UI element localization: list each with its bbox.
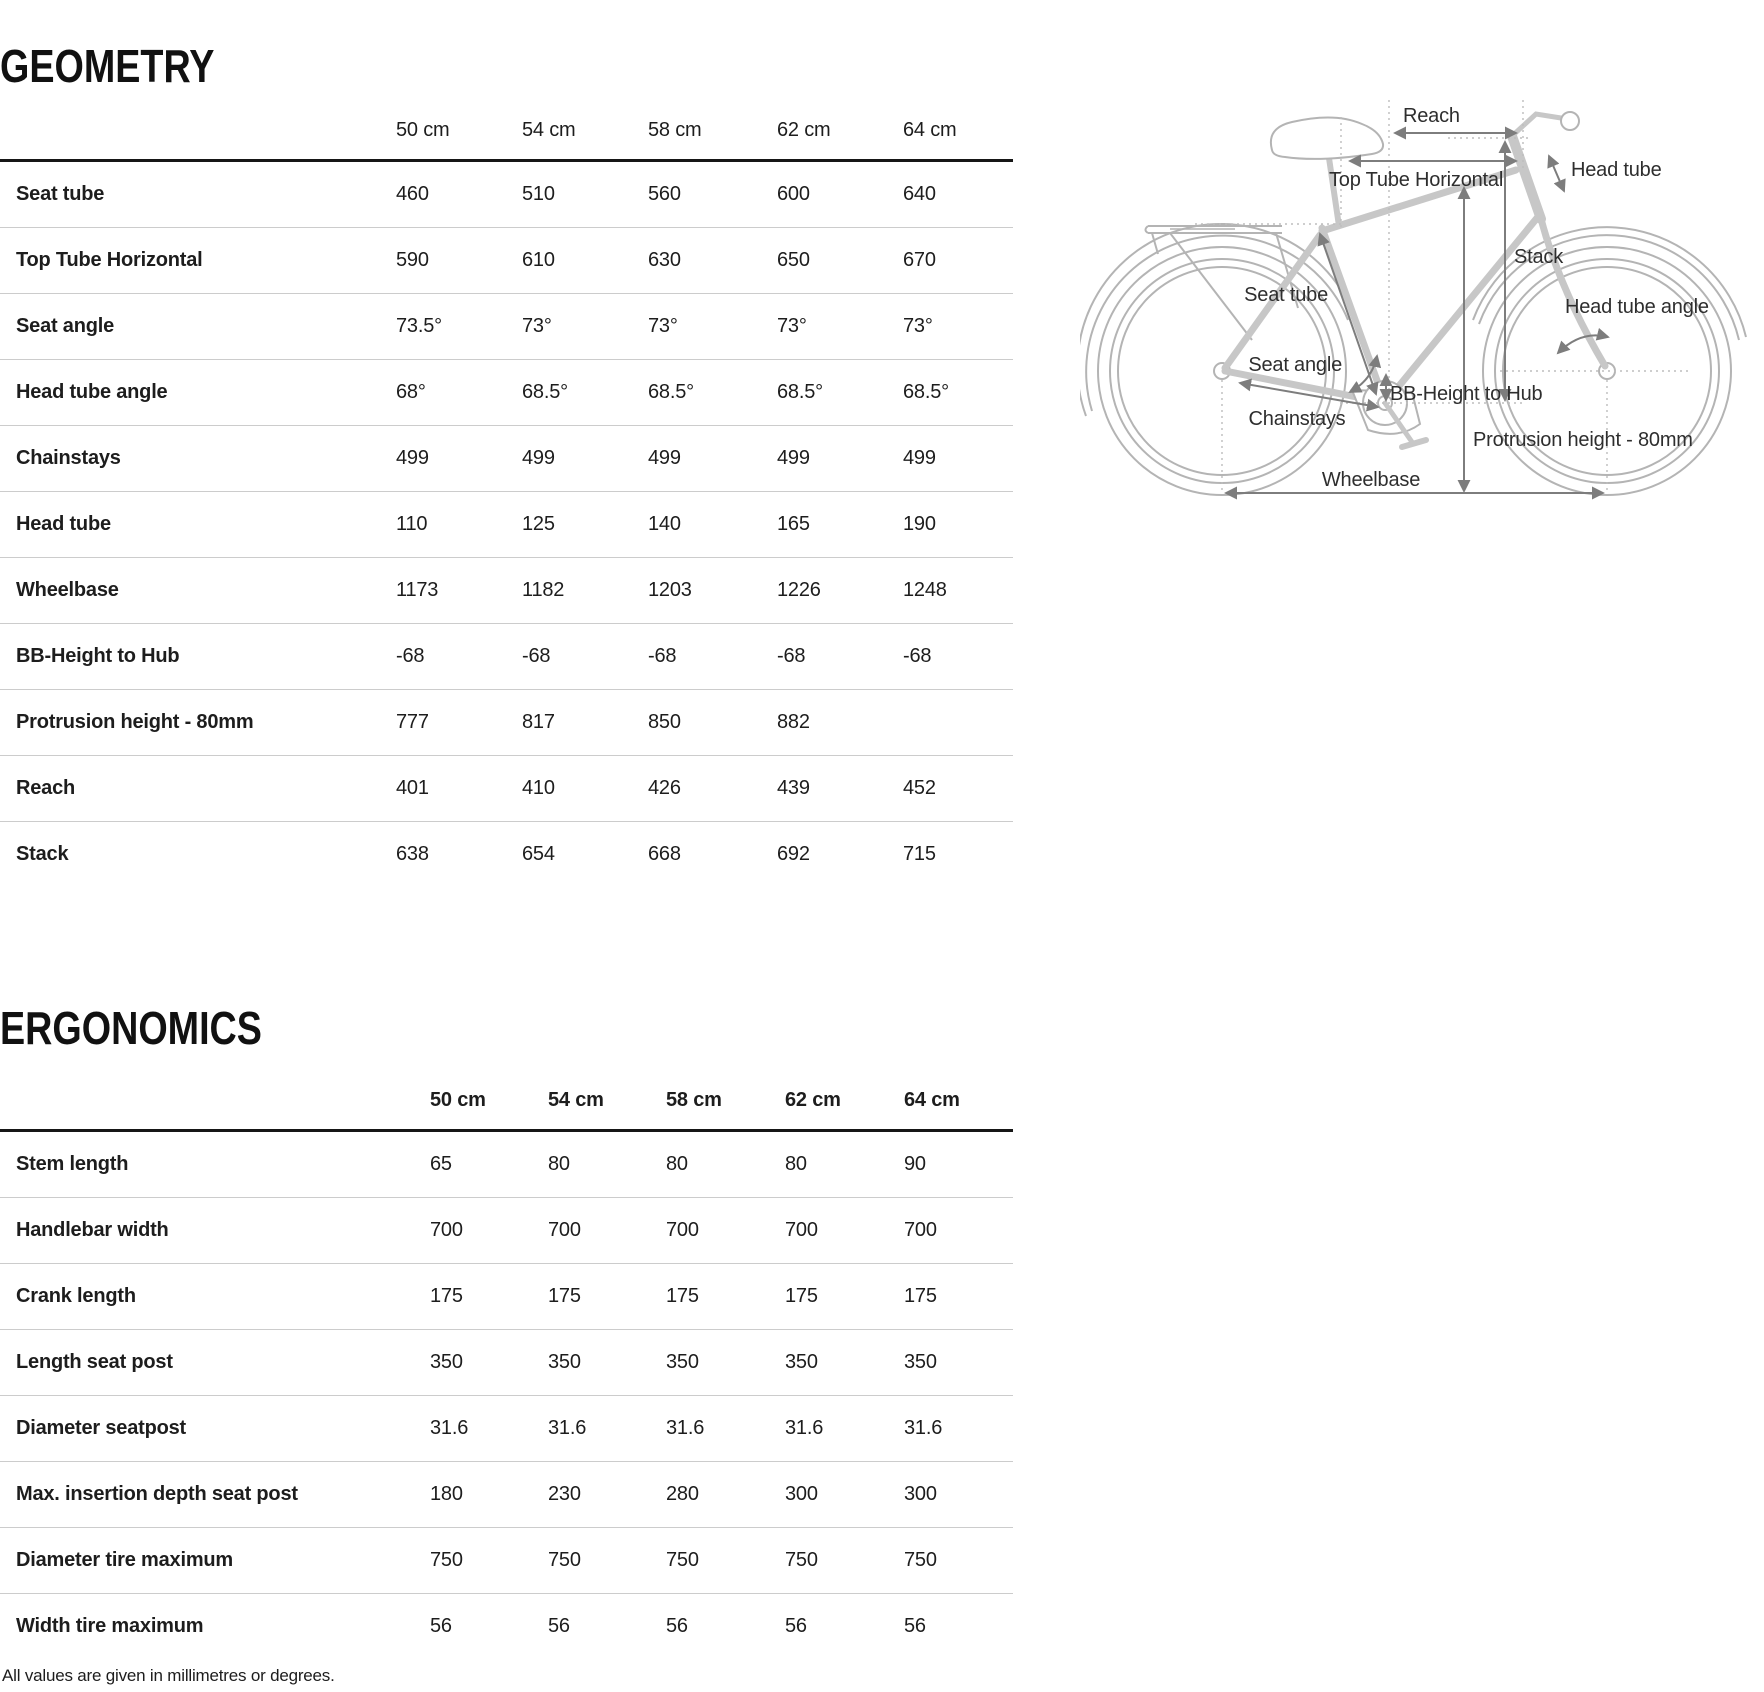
cell: 80: [548, 1153, 570, 1175]
top-tube-horizontal-label: Top Tube Horizontal: [1329, 169, 1504, 191]
table-row: [0, 1461, 1013, 1527]
cell: -68: [522, 645, 551, 667]
head-tube-angle-label: Head tube angle: [1565, 296, 1709, 318]
bb-height-to-hub-label: BB-Height to Hub: [1390, 383, 1543, 405]
cell: 700: [430, 1219, 463, 1241]
cell: 650: [777, 249, 810, 271]
cell: 1182: [522, 579, 565, 601]
cell: -68: [648, 645, 677, 667]
cell: 280: [666, 1483, 699, 1505]
table-row: [0, 1132, 1013, 1197]
table-row: [0, 755, 1013, 821]
cell: 850: [648, 711, 681, 733]
cell: 638: [396, 843, 429, 865]
cell: 68.5°: [648, 381, 694, 403]
row-label: Chainstays: [16, 447, 121, 469]
row-label: Wheelbase: [16, 579, 119, 601]
seat-angle-label: Seat angle: [1248, 354, 1342, 376]
table-row: [0, 1263, 1013, 1329]
cell: -68: [396, 645, 425, 667]
cell: 31.6: [785, 1417, 824, 1439]
table-row: [0, 1329, 1013, 1395]
cell: 654: [522, 843, 555, 865]
table-row: [0, 162, 1013, 227]
cell: 1248: [903, 579, 947, 601]
cell: 125: [522, 513, 555, 535]
cell: 590: [396, 249, 429, 271]
table-row: [0, 821, 1013, 887]
cell: 68°: [396, 381, 426, 403]
wheelbase-label: Wheelbase: [1321, 469, 1421, 491]
cell: 700: [666, 1219, 699, 1241]
cell: 56: [430, 1615, 452, 1637]
table-row: [0, 1197, 1013, 1263]
row-label: Stack: [16, 843, 69, 865]
cell: 80: [666, 1153, 688, 1175]
cell: 882: [777, 711, 810, 733]
table-row: [0, 689, 1013, 755]
cell: 175: [666, 1285, 699, 1307]
cell: 1226: [777, 579, 821, 601]
cell: -68: [777, 645, 806, 667]
cell: 80: [785, 1153, 807, 1175]
row-label: Top Tube Horizontal: [16, 249, 203, 271]
cell: 510: [522, 183, 555, 205]
stack-label: Stack: [1514, 246, 1564, 268]
cell: 175: [430, 1285, 463, 1307]
table-row: [0, 557, 1013, 623]
cell: 715: [903, 843, 936, 865]
cell: 350: [430, 1351, 463, 1373]
cell: 499: [777, 447, 810, 469]
column-header: 58 cm: [648, 119, 702, 141]
cell: 452: [903, 777, 936, 799]
row-label: Seat tube: [16, 183, 105, 205]
cell: 700: [548, 1219, 581, 1241]
column-header: 62 cm: [777, 119, 831, 141]
table-row: [0, 1593, 1013, 1659]
cell: 175: [904, 1285, 937, 1307]
row-label: Head tube angle: [16, 381, 168, 403]
column-header: 58 cm: [666, 1089, 722, 1111]
cell: 670: [903, 249, 936, 271]
geometry-header-row: [0, 101, 1013, 162]
cell: 65: [430, 1153, 452, 1175]
cell: 350: [785, 1351, 818, 1373]
geometry-table: [0, 101, 1013, 887]
chainstays-label: Chainstays: [1248, 408, 1346, 430]
ergonomics-table: [0, 1071, 1013, 1659]
row-label: Width tire maximum: [16, 1615, 204, 1637]
cell: -68: [903, 645, 932, 667]
units-footnote: All values are given in millimetres or degrees.: [2, 1666, 335, 1685]
cell: 692: [777, 843, 810, 865]
cell: 56: [548, 1615, 570, 1637]
cell: 750: [785, 1549, 818, 1571]
row-label: Protrusion height - 80mm: [16, 711, 254, 733]
cell: 300: [904, 1483, 937, 1505]
cell: 499: [396, 447, 429, 469]
row-label: Length seat post: [16, 1351, 173, 1373]
cell: 175: [785, 1285, 818, 1307]
cell: 110: [396, 513, 428, 535]
cell: 777: [396, 711, 429, 733]
cell: 56: [666, 1615, 688, 1637]
row-label: Handlebar width: [16, 1219, 169, 1241]
row-label: Diameter seatpost: [16, 1417, 186, 1439]
cell: 350: [666, 1351, 699, 1373]
cell: 73°: [777, 315, 807, 337]
column-header: 54 cm: [548, 1089, 604, 1111]
cell: 499: [522, 447, 555, 469]
front-wheel: [1483, 247, 1731, 495]
cell: 460: [396, 183, 429, 205]
saddle: [1271, 117, 1383, 158]
cell: 600: [777, 183, 810, 205]
cell: 175: [548, 1285, 581, 1307]
table-row: [0, 359, 1013, 425]
table-row: [0, 293, 1013, 359]
table-row: [0, 1395, 1013, 1461]
cell: 499: [903, 447, 936, 469]
table-row: [0, 491, 1013, 557]
row-label: Seat angle: [16, 315, 115, 337]
geometry-section-title: GEOMETRY: [0, 39, 215, 92]
cell: 750: [666, 1549, 699, 1571]
row-label: BB-Height to Hub: [16, 645, 180, 667]
cell: 560: [648, 183, 681, 205]
cell: 700: [904, 1219, 937, 1241]
cell: 499: [648, 447, 681, 469]
column-header: 50 cm: [396, 119, 450, 141]
row-label: Reach: [16, 777, 76, 799]
cell: 750: [430, 1549, 463, 1571]
column-header: 54 cm: [522, 119, 576, 141]
column-header: 50 cm: [430, 1089, 486, 1111]
cell: 140: [648, 513, 681, 535]
cell: 56: [785, 1615, 807, 1637]
cell: 31.6: [430, 1417, 469, 1439]
cell: 668: [648, 843, 681, 865]
reach-label: Reach: [1403, 105, 1460, 127]
cell: 401: [396, 777, 429, 799]
cell: 439: [777, 777, 810, 799]
cell: 700: [785, 1219, 818, 1241]
row-label: Diameter tire maximum: [16, 1549, 234, 1571]
table-row: [0, 623, 1013, 689]
cell: 300: [785, 1483, 818, 1505]
cell: 180: [430, 1483, 463, 1505]
cell: 610: [522, 249, 555, 271]
cell: 350: [904, 1351, 937, 1373]
head-tube-label: Head tube: [1571, 159, 1662, 181]
column-header: 62 cm: [785, 1089, 841, 1111]
cell: 73°: [522, 315, 552, 337]
handlebar-grip: [1561, 112, 1579, 130]
cell: 31.6: [548, 1417, 587, 1439]
row-label: Stem length: [16, 1153, 129, 1175]
table-row: [0, 227, 1013, 293]
seat-tube-label: Seat tube: [1244, 284, 1328, 306]
cell: 817: [522, 711, 555, 733]
protrusion-height-label: Protrusion height - 80mm: [1473, 429, 1693, 451]
table-row: [0, 1527, 1013, 1593]
cell: 350: [548, 1351, 581, 1373]
row-label: Head tube: [16, 513, 111, 535]
cell: 230: [548, 1483, 581, 1505]
head-tube-angle-arc: [1558, 335, 1608, 353]
ergonomics-section-title: ERGONOMICS: [0, 1001, 262, 1054]
column-header: 64 cm: [904, 1089, 960, 1111]
cell: 1203: [648, 579, 692, 601]
cell: 190: [903, 513, 936, 535]
cell: 750: [548, 1549, 581, 1571]
cell: 1173: [396, 579, 439, 601]
cell: 73°: [903, 315, 933, 337]
bike-geometry-diagram: [1080, 90, 1750, 502]
row-label: Max. insertion depth seat post: [16, 1483, 298, 1505]
column-header: 64 cm: [903, 119, 957, 141]
cell: 73°: [648, 315, 678, 337]
cell: 68.5°: [903, 381, 949, 403]
pedal: [1402, 440, 1426, 447]
cell: 31.6: [904, 1417, 943, 1439]
head-tube-arrow: [1549, 156, 1564, 191]
table-row: [0, 425, 1013, 491]
ergonomics-header-row: [0, 1071, 1013, 1132]
cell: 426: [648, 777, 681, 799]
cell: 640: [903, 183, 936, 205]
cell: 68.5°: [777, 381, 823, 403]
cell: 68.5°: [522, 381, 568, 403]
cell: 165: [777, 513, 810, 535]
cell: 73.5°: [396, 315, 442, 337]
cell: 410: [522, 777, 555, 799]
cell: 750: [904, 1549, 937, 1571]
cell: 56: [904, 1615, 926, 1637]
cell: 31.6: [666, 1417, 705, 1439]
cell: 630: [648, 249, 681, 271]
row-label: Crank length: [16, 1285, 136, 1307]
cell: 90: [904, 1153, 926, 1175]
